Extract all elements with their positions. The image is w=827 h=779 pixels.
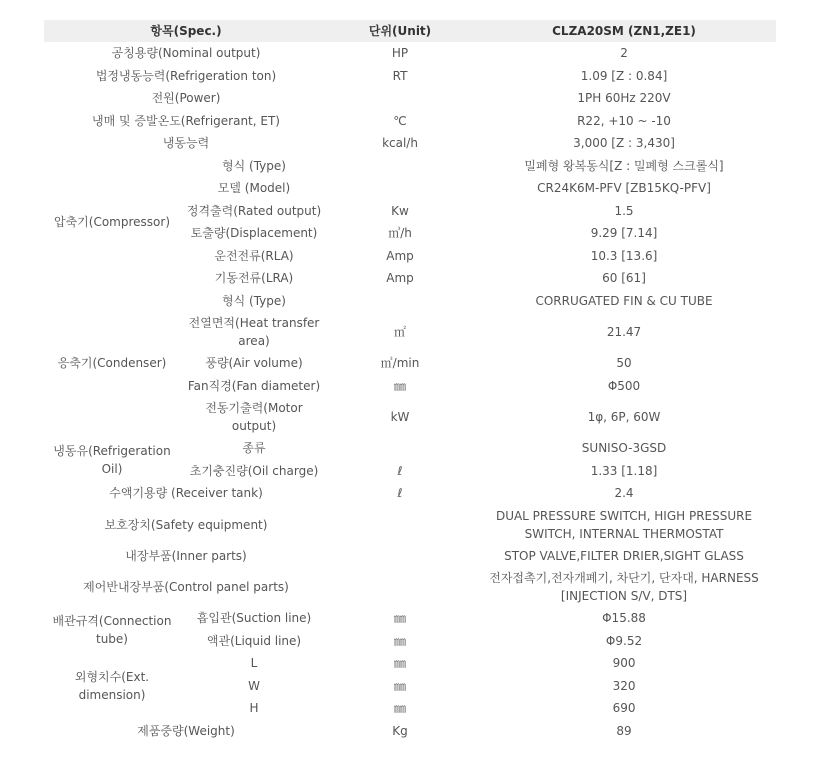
- row-unit: Kg: [392, 723, 408, 738]
- row-label: 초기충진량(Oil charge): [189, 463, 319, 478]
- row-unit: ㎜: [394, 656, 407, 671]
- row-label: 액관(Liquid line): [206, 633, 302, 648]
- row-value: Φ500: [607, 378, 641, 393]
- row-value: 21.47: [606, 325, 642, 339]
- row-label: 형식 (Type): [222, 293, 286, 308]
- table-row: [44, 155, 776, 178]
- row-label: 전열면적(Heat transfer area): [188, 316, 320, 348]
- row-unit: ㎜: [394, 378, 407, 393]
- row-value: 1.09 [Z : 0.84]: [580, 68, 668, 83]
- row-value: CORRUGATED FIN & CU TUBE: [535, 293, 713, 308]
- table-row: [44, 545, 776, 568]
- row-label: W: [248, 678, 260, 693]
- row-unit: [328, 437, 472, 460]
- row-label: 운전전류(RLA): [214, 248, 294, 263]
- row-value: 전자접촉기,전자개폐기, 차단기, 단자대, HARNESS [INJECTION S/V, DTS]: [489, 571, 759, 603]
- row-value: 1PH 60Hz 220V: [577, 91, 671, 106]
- row-label: 토출량(Displacement): [190, 226, 318, 241]
- group-label-condenser: 응축기(Condenser): [57, 356, 167, 371]
- row-unit: Amp: [386, 271, 414, 286]
- row-unit: [328, 177, 472, 200]
- row-value: SUNISO-3GSD: [581, 441, 667, 456]
- row-value: 690: [612, 701, 636, 716]
- row-value: 2.4: [614, 486, 634, 501]
- row-value: 2: [620, 46, 628, 61]
- header-spec: 항목(Spec.): [44, 20, 328, 42]
- row-value: 900: [612, 656, 636, 671]
- table-row: [44, 505, 776, 545]
- row-unit: ℓ: [397, 486, 403, 501]
- row-unit: kW: [390, 410, 410, 424]
- table-row: [44, 132, 776, 155]
- row-value: Φ9.52: [605, 633, 643, 648]
- row-value: 1φ, 6P, 60W: [587, 410, 661, 424]
- table-row: [44, 437, 776, 460]
- row-unit: ℃: [393, 113, 407, 128]
- row-value: 밀폐형 왕복동식[Z : 밀폐형 스크롤식]: [524, 158, 724, 173]
- row-label: 제품중량(Weight): [137, 723, 235, 738]
- table-row: [44, 652, 776, 675]
- row-label: 종류: [242, 441, 266, 456]
- row-unit: ℓ: [397, 463, 403, 478]
- group-label-oil: 냉동유(Refrigeration Oil): [53, 443, 171, 476]
- row-label: H: [249, 701, 259, 716]
- row-unit: ㎥/h: [388, 226, 412, 241]
- spec-table: [44, 20, 776, 742]
- row-label: 흡입관(Suction line): [196, 611, 312, 626]
- row-unit: HP: [391, 46, 409, 61]
- row-value: 1.5: [614, 203, 634, 218]
- row-unit: ㎜: [394, 633, 407, 648]
- row-value: Φ15.88: [602, 611, 646, 626]
- table-row: [44, 482, 776, 505]
- row-unit: ㎥/min: [380, 356, 420, 371]
- row-label: L: [250, 656, 258, 671]
- group-label-dimension: 외형치수(Ext. dimension): [74, 669, 150, 702]
- row-unit: [328, 87, 472, 110]
- row-label: 전동기출력(Motor output): [205, 401, 303, 433]
- table-row: [44, 290, 776, 313]
- row-label: Fan직경(Fan diameter): [187, 378, 321, 393]
- row-value: 50: [616, 356, 632, 371]
- row-value: CR24K6M-PFV [ZB15KQ-PFV]: [537, 181, 711, 196]
- row-unit: kcal/h: [382, 136, 418, 151]
- row-label: 보호장치(Safety equipment): [104, 517, 268, 532]
- row-value: 3,000 [Z : 3,430]: [573, 136, 675, 151]
- table-row: [44, 607, 776, 630]
- row-unit: RT: [392, 68, 408, 83]
- row-label: 전원(Power): [151, 91, 221, 106]
- row-unit: ㎡: [394, 325, 407, 339]
- row-label: 냉매 및 증발온도(Refrigerant, ET): [92, 113, 280, 128]
- row-unit: [328, 545, 472, 568]
- row-value: DUAL PRESSURE SWITCH, HIGH PRESSURE SWITCH, INTERNAL THERMOSTAT: [495, 508, 753, 541]
- row-label: 정격출력(Rated output): [186, 203, 322, 218]
- row-label: 냉동능력: [162, 136, 210, 151]
- row-unit: Kw: [391, 203, 409, 218]
- table-row: [44, 110, 776, 133]
- row-unit: ㎜: [394, 611, 407, 626]
- table-header-row: [44, 20, 776, 42]
- group-label-connection: 배관규격(Connection tube): [52, 613, 172, 646]
- row-label: 형식 (Type): [222, 158, 286, 173]
- row-value: 60 [61]: [602, 271, 646, 286]
- table-row: [44, 567, 776, 607]
- row-label: 공칭용량(Nominal output): [111, 46, 261, 61]
- row-value: 1.33 [1.18]: [590, 463, 658, 478]
- header-unit: 단위(Unit): [328, 20, 472, 42]
- row-value: R22, +10 ~ -10: [577, 113, 671, 128]
- table-row: [44, 720, 776, 743]
- row-value: 9.29 [7.14]: [590, 226, 658, 241]
- row-value: STOP VALVE,FILTER DRIER,SIGHT GLASS: [504, 548, 744, 563]
- table-row: [44, 87, 776, 110]
- row-unit: [328, 567, 472, 607]
- row-unit: [328, 155, 472, 178]
- row-label: 모델 (Model): [217, 181, 291, 196]
- row-label: 법정냉동능력(Refrigeration ton): [95, 68, 277, 83]
- row-label: 기동전류(LRA): [214, 271, 294, 286]
- row-unit: [328, 505, 472, 545]
- row-unit: Amp: [386, 248, 414, 263]
- row-unit: ㎜: [394, 678, 407, 693]
- row-label: 수액기용량 (Receiver tank): [109, 486, 263, 501]
- group-label-compressor: 압축기(Compressor): [54, 215, 170, 229]
- row-unit: ㎜: [394, 701, 407, 716]
- table-row: [44, 65, 776, 88]
- row-unit: [328, 290, 472, 313]
- row-label: 제어반내장부품(Control panel parts): [83, 580, 289, 594]
- row-label: 내장부품(Inner parts): [125, 548, 247, 563]
- row-value: 10.3 [13.6]: [590, 248, 658, 263]
- table-row: [44, 42, 776, 65]
- row-label: 풍량(Air volume): [205, 356, 303, 371]
- row-value: 89: [616, 723, 632, 738]
- row-value: 320: [612, 678, 636, 693]
- header-model: CLZA20SM (ZN1,ZE1): [472, 20, 776, 42]
